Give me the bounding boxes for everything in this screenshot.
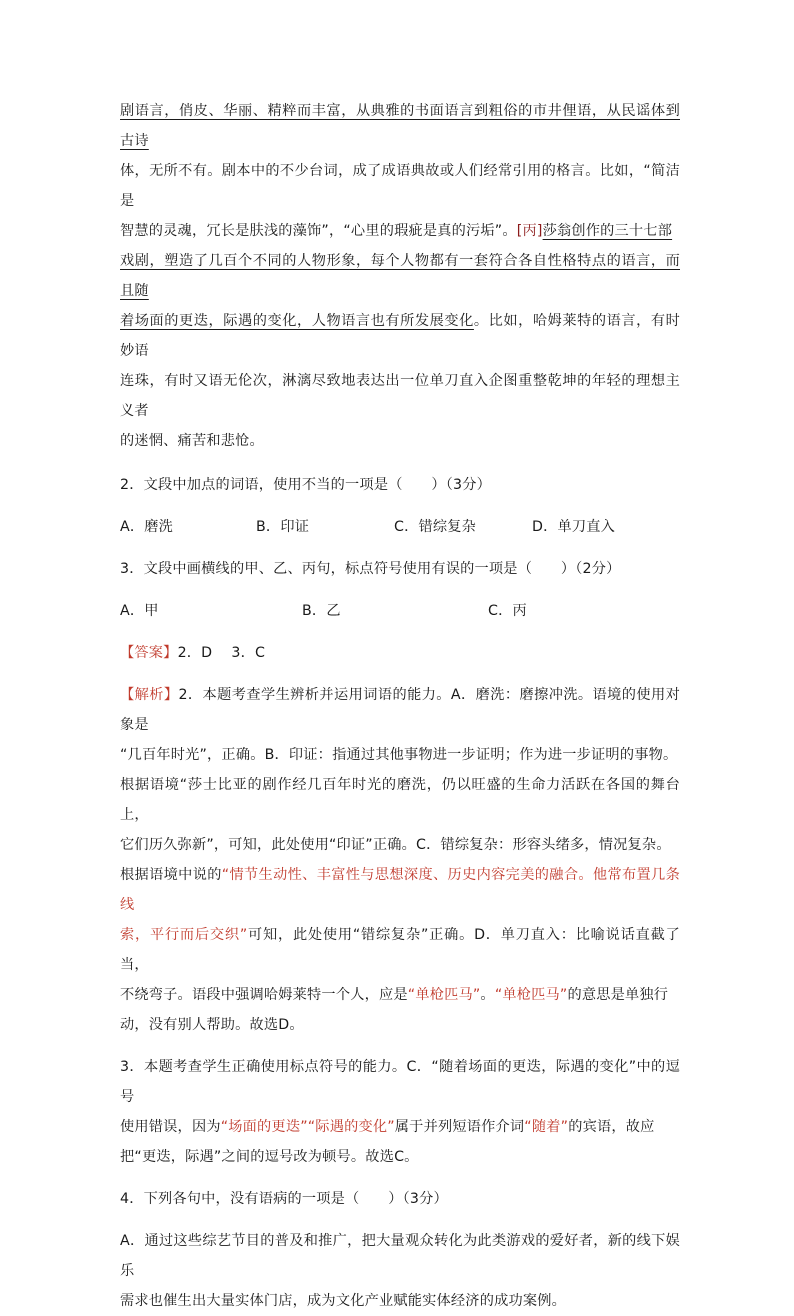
- analysis-line-2: [120, 740, 680, 770]
- analysis-line-7: [120, 980, 680, 1010]
- spacer: [120, 456, 680, 470]
- analysis-q2: [120, 680, 680, 1040]
- option-d: D．单刀直入: [532, 519, 616, 535]
- underlined-text: 剧语言，俏皮、华丽、精粹而丰富，从典雅的书面语言到粗俗的市井俚语，从民谣体到古诗: [120, 103, 680, 149]
- answer-tag: 【答案】: [120, 645, 178, 661]
- spacer: [120, 542, 680, 554]
- highlighted-text: “单枪匹马”: [407, 987, 481, 1003]
- spacer: [120, 500, 680, 512]
- text: 。: [480, 987, 495, 1003]
- analysis-line-8: [120, 1010, 680, 1040]
- text: 不绕弯子。语段中强调哈姆莱特一个人，应是: [120, 987, 408, 1003]
- passage-line-3: [120, 216, 680, 246]
- answer-line: [120, 638, 680, 668]
- spacer: [120, 1214, 680, 1226]
- option-c: C．丙: [488, 603, 527, 619]
- analysis-line-6: [120, 920, 680, 980]
- text: 使用错误，因为: [120, 1119, 221, 1135]
- question-2-stem: 2．文段中加点的词语，使用不当的一项是（ ）（3分）: [120, 477, 492, 493]
- analysis3-line-3: [120, 1142, 680, 1172]
- text: 属于并列短语作介词: [394, 1119, 525, 1135]
- text: 。比如，哈姆莱特的语言，有时妙语: [120, 313, 680, 359]
- spacer: [120, 584, 680, 596]
- question-3-stem: 3．文段中画横线的甲、乙、丙句，标点符号使用有误的一项是（ ）（2分）: [120, 561, 621, 577]
- text: 智慧的灵魂，冗长是肤浅的藻饰”，“心里的瑕疵是真的污垢”。: [120, 223, 517, 239]
- underlined-text: 戏剧，塑造了几百个不同的人物形象，每个人物都有一套符合各自性格特点的语言，而且随: [120, 253, 680, 299]
- analysis3-line-1: [120, 1052, 680, 1112]
- question-2-options: [120, 512, 680, 542]
- text: 的宾语，故应: [568, 1119, 655, 1135]
- analysis-line-1: [120, 680, 680, 740]
- passage-line-1: [120, 96, 680, 156]
- text: 可知，此处使用“错综复杂”正确。D．单刀直入：比喻说话直截了当，: [120, 927, 680, 973]
- passage-line-2: [120, 156, 680, 216]
- option-c: C．错综复杂: [394, 519, 477, 535]
- highlighted-text: “情节生动性、丰富性与思想深度、历史内容完美的融合。他常布置几条线: [120, 867, 680, 913]
- text: 根据语境“莎士比亚的剧作经几百年时光的磨洗，仍以旺盛的生命力活跃在各国的舞台上，: [120, 777, 680, 823]
- passage-line-6: [120, 366, 680, 426]
- analysis-line-3: [120, 770, 680, 830]
- text: “几百年时光”，正确。B．印证：指通过其他事物进一步证明；作为进一步证明的事物。: [120, 747, 678, 763]
- text: 的意思是单独行: [567, 987, 669, 1003]
- text: 连珠，有时又语无伦次，淋漓尽致地表达出一位单刀直入企图重整乾坤的年轻的理想主义者: [120, 373, 680, 419]
- text: 把“更迭，际遇”之间的逗号改为顿号。故选C。: [120, 1149, 419, 1165]
- option-b: B．印证: [256, 519, 310, 535]
- spacer: [120, 626, 680, 638]
- analysis-q3: [120, 1052, 680, 1172]
- passage: [120, 96, 680, 456]
- analysis3-line-2: [120, 1112, 680, 1142]
- text: 3．本题考查学生正确使用标点符号的能力。C．“随着场面的更迭，际遇的变化”中的逗号: [120, 1059, 680, 1105]
- document-content: [120, 96, 680, 1316]
- option-a: A．甲: [120, 603, 159, 619]
- question-4-option-a-line-2: 需求也催生出大量实体门店，成为文化产业赋能实体经济的成功案例。: [120, 1293, 567, 1309]
- question-3-options: [120, 596, 680, 626]
- analysis-line-4: [120, 830, 680, 860]
- spacer: [120, 1040, 680, 1052]
- spacer: [120, 668, 680, 680]
- option-a: A．磨洗: [120, 519, 174, 535]
- passage-line-7: [120, 426, 680, 456]
- sentence-marker: [丙]: [516, 223, 543, 239]
- question-4-option-a-line-1: A．通过这些综艺节目的普及和推广，把大量观众转化为此类游戏的爱好者，新的线下娱乐: [120, 1233, 680, 1279]
- text: 动，没有别人帮助。故选D。: [120, 1017, 304, 1033]
- underlined-text: 着场面的更迭，际遇的变化，人物语言也有所发展变化: [120, 313, 474, 329]
- text: 体，无所不有。剧本中的不少台词，成了成语典故或人们经常引用的格言。比如，“简洁是: [120, 163, 680, 209]
- question-4-stem: 4．下列各句中，没有语病的一项是（ ）（3分）: [120, 1191, 448, 1207]
- text: 2．本题考查学生辨析并运用词语的能力。A．磨洗：磨擦冲洗。语境的使用对象是: [120, 687, 680, 733]
- underlined-text: 莎翁创作的三十七部: [542, 223, 673, 239]
- answer-value: 2．D 3．C: [177, 645, 266, 661]
- analysis-line-5: [120, 860, 680, 920]
- highlighted-text: 索，平行而后交织”: [120, 927, 248, 943]
- analysis-tag: 【解析】: [120, 687, 179, 703]
- option-b: B．乙: [302, 603, 341, 619]
- text: 的迷惘、痛苦和悲怆。: [120, 433, 264, 449]
- passage-line-4: [120, 246, 680, 306]
- highlighted-text: “随着”: [524, 1119, 569, 1135]
- spacer: [120, 1172, 680, 1184]
- text: 根据语境中说的: [120, 867, 222, 883]
- highlighted-text: “单枪匹马”: [494, 987, 568, 1003]
- highlighted-text: “场面的更迭”“际遇的变化”: [220, 1119, 395, 1135]
- passage-line-5: [120, 306, 680, 366]
- text: 它们历久弥新”，可知，此处使用“印证”正确。C．错综复杂：形容头绪多，情况复杂。: [120, 837, 671, 853]
